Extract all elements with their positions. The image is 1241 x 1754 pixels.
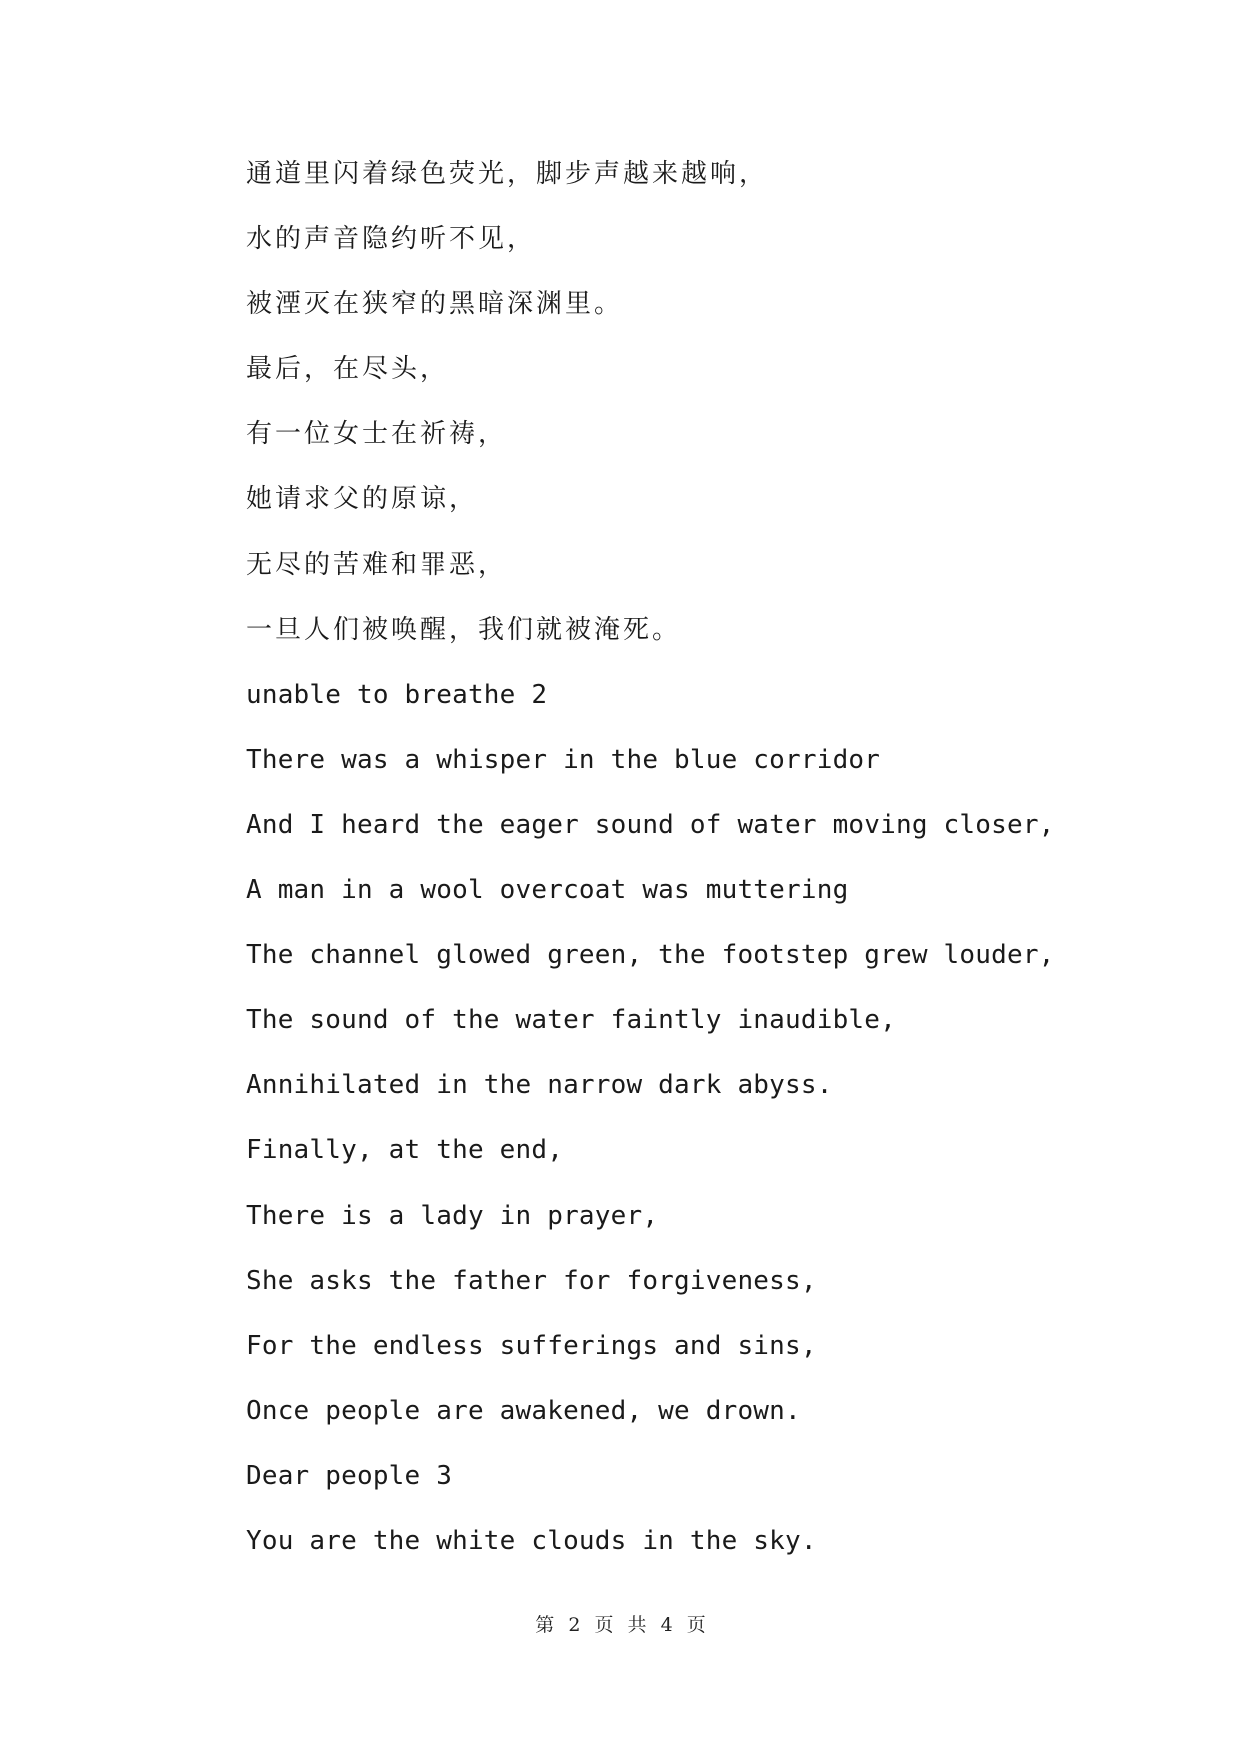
text-line: Once people are awakened, we drown. xyxy=(246,1395,801,1426)
text-line: A man in a wool overcoat was muttering xyxy=(246,875,849,906)
section-heading: Dear people 3 xyxy=(246,1460,453,1491)
text-line: 水的声音隐约听不见， xyxy=(246,224,537,255)
text-line: Finally, at the end, xyxy=(246,1135,564,1166)
text-line: She asks the father for forgiveness, xyxy=(246,1265,817,1296)
document-body xyxy=(246,158,1126,1590)
text-line: You are the white clouds in the sky. xyxy=(246,1525,817,1556)
text-line: 她请求父的原谅， xyxy=(246,484,479,515)
text-line: The sound of the water faintly inaudible, xyxy=(246,1005,896,1036)
footer-prefix: 第 xyxy=(535,1614,555,1636)
text-line: Annihilated in the narrow dark abyss. xyxy=(246,1070,833,1101)
text-line: For the endless sufferings and sins, xyxy=(246,1330,817,1361)
text-line: There was a whisper in the blue corridor xyxy=(246,744,881,775)
text-line: There is a lady in prayer, xyxy=(246,1200,659,1231)
text-line: And I heard the eager sound of water moving closer, xyxy=(246,809,1055,840)
text-line: 一旦人们被唤醒，我们就被淹死。 xyxy=(246,614,682,645)
total-page-number: 4 xyxy=(660,1614,673,1636)
text-line: 通道里闪着绿色荧光，脚步声越来越响， xyxy=(246,159,769,189)
footer-mid1: 页 xyxy=(594,1614,614,1636)
footer-mid2: 共 xyxy=(627,1614,647,1636)
page-footer xyxy=(0,1610,1241,1637)
text-line: 有一位女士在祈祷， xyxy=(246,419,508,450)
section-heading: unable to breathe 2 xyxy=(246,679,548,710)
current-page-number: 2 xyxy=(568,1614,581,1636)
footer-suffix: 页 xyxy=(686,1614,706,1636)
text-line: 最后，在尽头， xyxy=(246,354,450,385)
text-line: 无尽的苦难和罪恶， xyxy=(246,549,508,580)
text-line: The channel glowed green, the footstep grew louder, xyxy=(246,940,1055,971)
text-line: 被湮灭在狭窄的黑暗深渊里。 xyxy=(246,289,624,320)
